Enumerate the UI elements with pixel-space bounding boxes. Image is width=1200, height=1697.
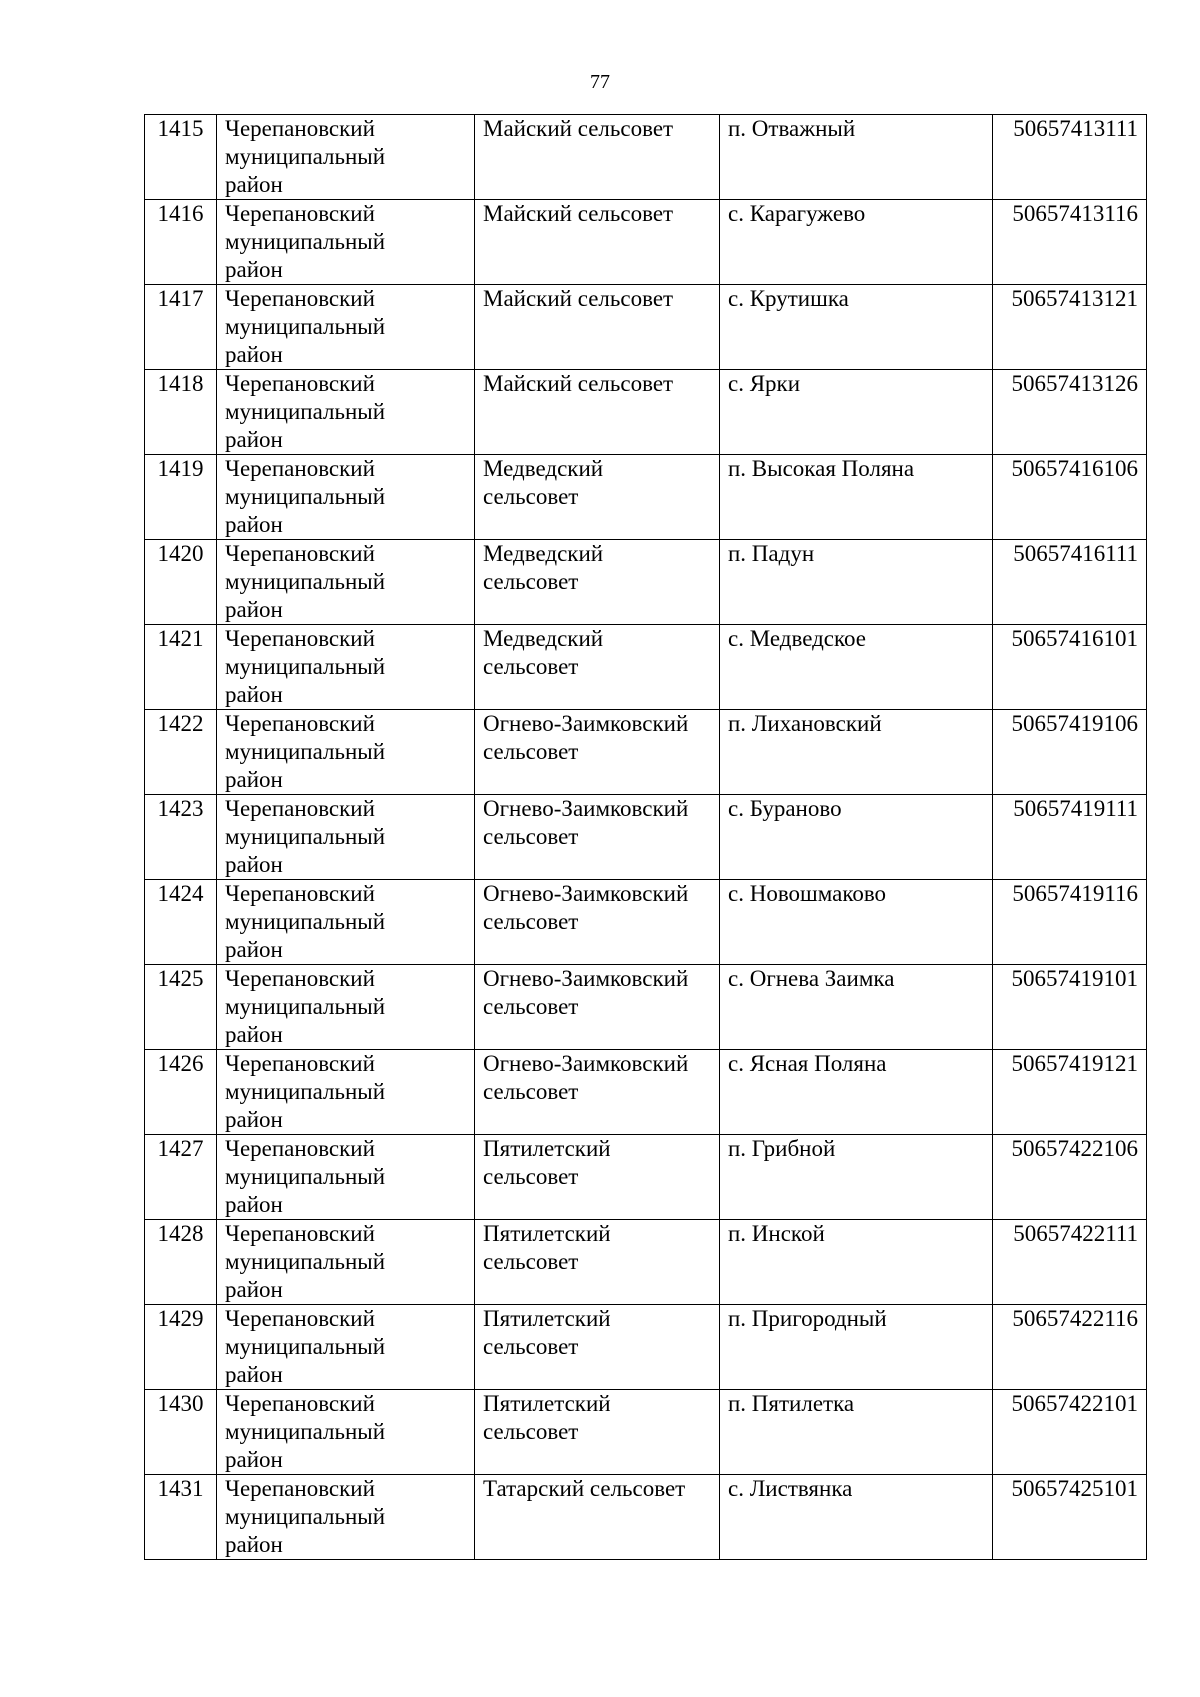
- district-line: район: [225, 257, 283, 282]
- council-line: Пятилетский: [483, 1136, 611, 1161]
- district-cell: [217, 540, 475, 625]
- district-cell: [217, 795, 475, 880]
- code-cell: 50657425101: [993, 1475, 1147, 1560]
- council-cell: [475, 880, 720, 965]
- district-line: Черепановский: [225, 371, 375, 396]
- settlement-cell: с. Крутишка: [720, 285, 993, 370]
- table-row: [145, 285, 1147, 370]
- code-cell: 50657413111: [993, 115, 1147, 200]
- council-line: сельсовет: [483, 654, 579, 679]
- district-line: район: [225, 852, 283, 877]
- row-number-cell: 1427: [145, 1135, 217, 1220]
- district-line: муниципальный: [225, 399, 386, 424]
- council-cell: [475, 370, 720, 455]
- row-number-cell: 1421: [145, 625, 217, 710]
- council-cell: [475, 1475, 720, 1560]
- row-number-cell: 1415: [145, 115, 217, 200]
- table-row: [145, 1475, 1147, 1560]
- district-cell: [217, 1475, 475, 1560]
- table-row: [145, 1220, 1147, 1305]
- council-cell: [475, 1135, 720, 1220]
- district-cell: [217, 1135, 475, 1220]
- row-number-cell: 1428: [145, 1220, 217, 1305]
- district-line: Черепановский: [225, 1221, 375, 1246]
- row-number-cell: 1422: [145, 710, 217, 795]
- council-line: Медведский: [483, 626, 604, 651]
- settlement-cell: с. Огнева Заимка: [720, 965, 993, 1050]
- code-cell: 50657419111: [993, 795, 1147, 880]
- district-line: район: [225, 1022, 283, 1047]
- council-line: сельсовет: [483, 569, 579, 594]
- settlement-cell: п. Инской: [720, 1220, 993, 1305]
- district-line: Черепановский: [225, 796, 375, 821]
- council-line: Майский сельсовет: [483, 116, 674, 141]
- table-row: [145, 880, 1147, 965]
- council-line: Огнево-Заимковский: [483, 796, 689, 821]
- district-line: район: [225, 342, 283, 367]
- settlement-cell: п. Грибной: [720, 1135, 993, 1220]
- district-line: муниципальный: [225, 229, 386, 254]
- district-cell: [217, 1390, 475, 1475]
- district-line: муниципальный: [225, 144, 386, 169]
- code-cell: 50657422101: [993, 1390, 1147, 1475]
- district-line: район: [225, 1277, 283, 1302]
- district-line: муниципальный: [225, 1249, 386, 1274]
- code-cell: 50657413126: [993, 370, 1147, 455]
- council-cell: [475, 1305, 720, 1390]
- district-line: район: [225, 172, 283, 197]
- district-line: муниципальный: [225, 569, 386, 594]
- district-line: муниципальный: [225, 484, 386, 509]
- row-number-cell: 1425: [145, 965, 217, 1050]
- council-line: сельсовет: [483, 1164, 579, 1189]
- table-row: [145, 115, 1147, 200]
- code-cell: 50657419121: [993, 1050, 1147, 1135]
- district-line: район: [225, 767, 283, 792]
- district-cell: [217, 1305, 475, 1390]
- settlements-table: [144, 114, 1147, 1560]
- council-cell: [475, 115, 720, 200]
- code-cell: 50657413121: [993, 285, 1147, 370]
- district-line: муниципальный: [225, 654, 386, 679]
- council-line: сельсовет: [483, 1419, 579, 1444]
- code-cell: 50657416101: [993, 625, 1147, 710]
- council-cell: [475, 1220, 720, 1305]
- council-line: Майский сельсовет: [483, 201, 674, 226]
- table-row: [145, 540, 1147, 625]
- district-cell: [217, 965, 475, 1050]
- district-line: муниципальный: [225, 1334, 386, 1359]
- district-line: Черепановский: [225, 1306, 375, 1331]
- district-line: муниципальный: [225, 824, 386, 849]
- row-number-cell: 1424: [145, 880, 217, 965]
- council-cell: [475, 1390, 720, 1475]
- settlement-cell: с. Ярки: [720, 370, 993, 455]
- district-line: Черепановский: [225, 541, 375, 566]
- council-line: Огнево-Заимковский: [483, 881, 689, 906]
- settlement-cell: с. Листвянка: [720, 1475, 993, 1560]
- district-line: Черепановский: [225, 881, 375, 906]
- district-cell: [217, 1050, 475, 1135]
- settlement-cell: с. Бураново: [720, 795, 993, 880]
- table-row: [145, 795, 1147, 880]
- district-line: муниципальный: [225, 314, 386, 339]
- code-cell: 50657416106: [993, 455, 1147, 540]
- settlement-cell: п. Пригородный: [720, 1305, 993, 1390]
- district-line: муниципальный: [225, 1079, 386, 1104]
- council-line: Татарский сельсовет: [483, 1476, 686, 1501]
- district-line: район: [225, 1362, 283, 1387]
- district-line: муниципальный: [225, 1164, 386, 1189]
- district-line: район: [225, 682, 283, 707]
- council-line: Огнево-Заимковский: [483, 966, 689, 991]
- district-line: Черепановский: [225, 456, 375, 481]
- settlement-cell: с. Новошмаково: [720, 880, 993, 965]
- row-number-cell: 1426: [145, 1050, 217, 1135]
- council-cell: [475, 625, 720, 710]
- table-body: [145, 115, 1147, 1560]
- table-row: [145, 1050, 1147, 1135]
- code-cell: 50657413116: [993, 200, 1147, 285]
- council-line: Огнево-Заимковский: [483, 1051, 689, 1076]
- district-cell: [217, 200, 475, 285]
- settlement-cell: с. Карагужево: [720, 200, 993, 285]
- district-line: Черепановский: [225, 286, 375, 311]
- district-line: район: [225, 427, 283, 452]
- district-line: район: [225, 1532, 283, 1557]
- council-cell: [475, 200, 720, 285]
- district-line: район: [225, 597, 283, 622]
- district-line: Черепановский: [225, 1051, 375, 1076]
- district-cell: [217, 285, 475, 370]
- settlement-cell: п. Пятилетка: [720, 1390, 993, 1475]
- table-row: [145, 370, 1147, 455]
- settlement-cell: с. Ясная Поляна: [720, 1050, 993, 1135]
- district-line: Черепановский: [225, 1391, 375, 1416]
- table-row: [145, 965, 1147, 1050]
- row-number-cell: 1418: [145, 370, 217, 455]
- district-line: Черепановский: [225, 626, 375, 651]
- table-row: [145, 1305, 1147, 1390]
- district-line: Черепановский: [225, 711, 375, 736]
- council-line: сельсовет: [483, 1334, 579, 1359]
- district-line: район: [225, 512, 283, 537]
- row-number-cell: 1431: [145, 1475, 217, 1560]
- council-line: Майский сельсовет: [483, 371, 674, 396]
- row-number-cell: 1417: [145, 285, 217, 370]
- district-cell: [217, 710, 475, 795]
- code-cell: 50657419101: [993, 965, 1147, 1050]
- district-line: район: [225, 1107, 283, 1132]
- district-cell: [217, 1220, 475, 1305]
- district-cell: [217, 455, 475, 540]
- council-line: сельсовет: [483, 1249, 579, 1274]
- council-line: Пятилетский: [483, 1391, 611, 1416]
- table-row: [145, 1390, 1147, 1475]
- council-line: Майский сельсовет: [483, 286, 674, 311]
- council-line: сельсовет: [483, 739, 579, 764]
- council-cell: [475, 795, 720, 880]
- settlement-cell: п. Отважный: [720, 115, 993, 200]
- council-line: сельсовет: [483, 484, 579, 509]
- council-cell: [475, 1050, 720, 1135]
- row-number-cell: 1416: [145, 200, 217, 285]
- code-cell: 50657419106: [993, 710, 1147, 795]
- council-line: Пятилетский: [483, 1306, 611, 1331]
- council-line: сельсовет: [483, 909, 579, 934]
- table-row: [145, 710, 1147, 795]
- district-line: район: [225, 1447, 283, 1472]
- council-line: Пятилетский: [483, 1221, 611, 1246]
- district-line: муниципальный: [225, 1419, 386, 1444]
- table-row: [145, 625, 1147, 710]
- council-cell: [475, 285, 720, 370]
- table-row: [145, 1135, 1147, 1220]
- district-line: Черепановский: [225, 201, 375, 226]
- code-cell: 50657419116: [993, 880, 1147, 965]
- council-cell: [475, 540, 720, 625]
- district-cell: [217, 880, 475, 965]
- district-cell: [217, 625, 475, 710]
- council-line: Медведский: [483, 456, 604, 481]
- page-number: 77: [590, 71, 610, 93]
- row-number-cell: 1430: [145, 1390, 217, 1475]
- council-cell: [475, 965, 720, 1050]
- council-line: сельсовет: [483, 1079, 579, 1104]
- row-number-cell: 1419: [145, 455, 217, 540]
- district-line: Черепановский: [225, 116, 375, 141]
- council-line: сельсовет: [483, 994, 579, 1019]
- district-line: Черепановский: [225, 1136, 375, 1161]
- code-cell: 50657422116: [993, 1305, 1147, 1390]
- council-cell: [475, 710, 720, 795]
- district-line: муниципальный: [225, 1504, 386, 1529]
- district-line: муниципальный: [225, 739, 386, 764]
- district-line: Черепановский: [225, 966, 375, 991]
- row-number-cell: 1423: [145, 795, 217, 880]
- district-cell: [217, 370, 475, 455]
- table-row: [145, 455, 1147, 540]
- code-cell: 50657422106: [993, 1135, 1147, 1220]
- council-line: Медведский: [483, 541, 604, 566]
- settlement-cell: с. Медведское: [720, 625, 993, 710]
- council-line: Огнево-Заимковский: [483, 711, 689, 736]
- council-line: сельсовет: [483, 824, 579, 849]
- table-row: [145, 200, 1147, 285]
- district-line: район: [225, 1192, 283, 1217]
- district-cell: [217, 115, 475, 200]
- code-cell: 50657422111: [993, 1220, 1147, 1305]
- code-cell: 50657416111: [993, 540, 1147, 625]
- district-line: Черепановский: [225, 1476, 375, 1501]
- settlement-cell: п. Падун: [720, 540, 993, 625]
- district-line: муниципальный: [225, 909, 386, 934]
- row-number-cell: 1429: [145, 1305, 217, 1390]
- settlement-cell: п. Высокая Поляна: [720, 455, 993, 540]
- district-line: муниципальный: [225, 994, 386, 1019]
- settlement-cell: п. Лихановский: [720, 710, 993, 795]
- row-number-cell: 1420: [145, 540, 217, 625]
- district-line: район: [225, 937, 283, 962]
- council-cell: [475, 455, 720, 540]
